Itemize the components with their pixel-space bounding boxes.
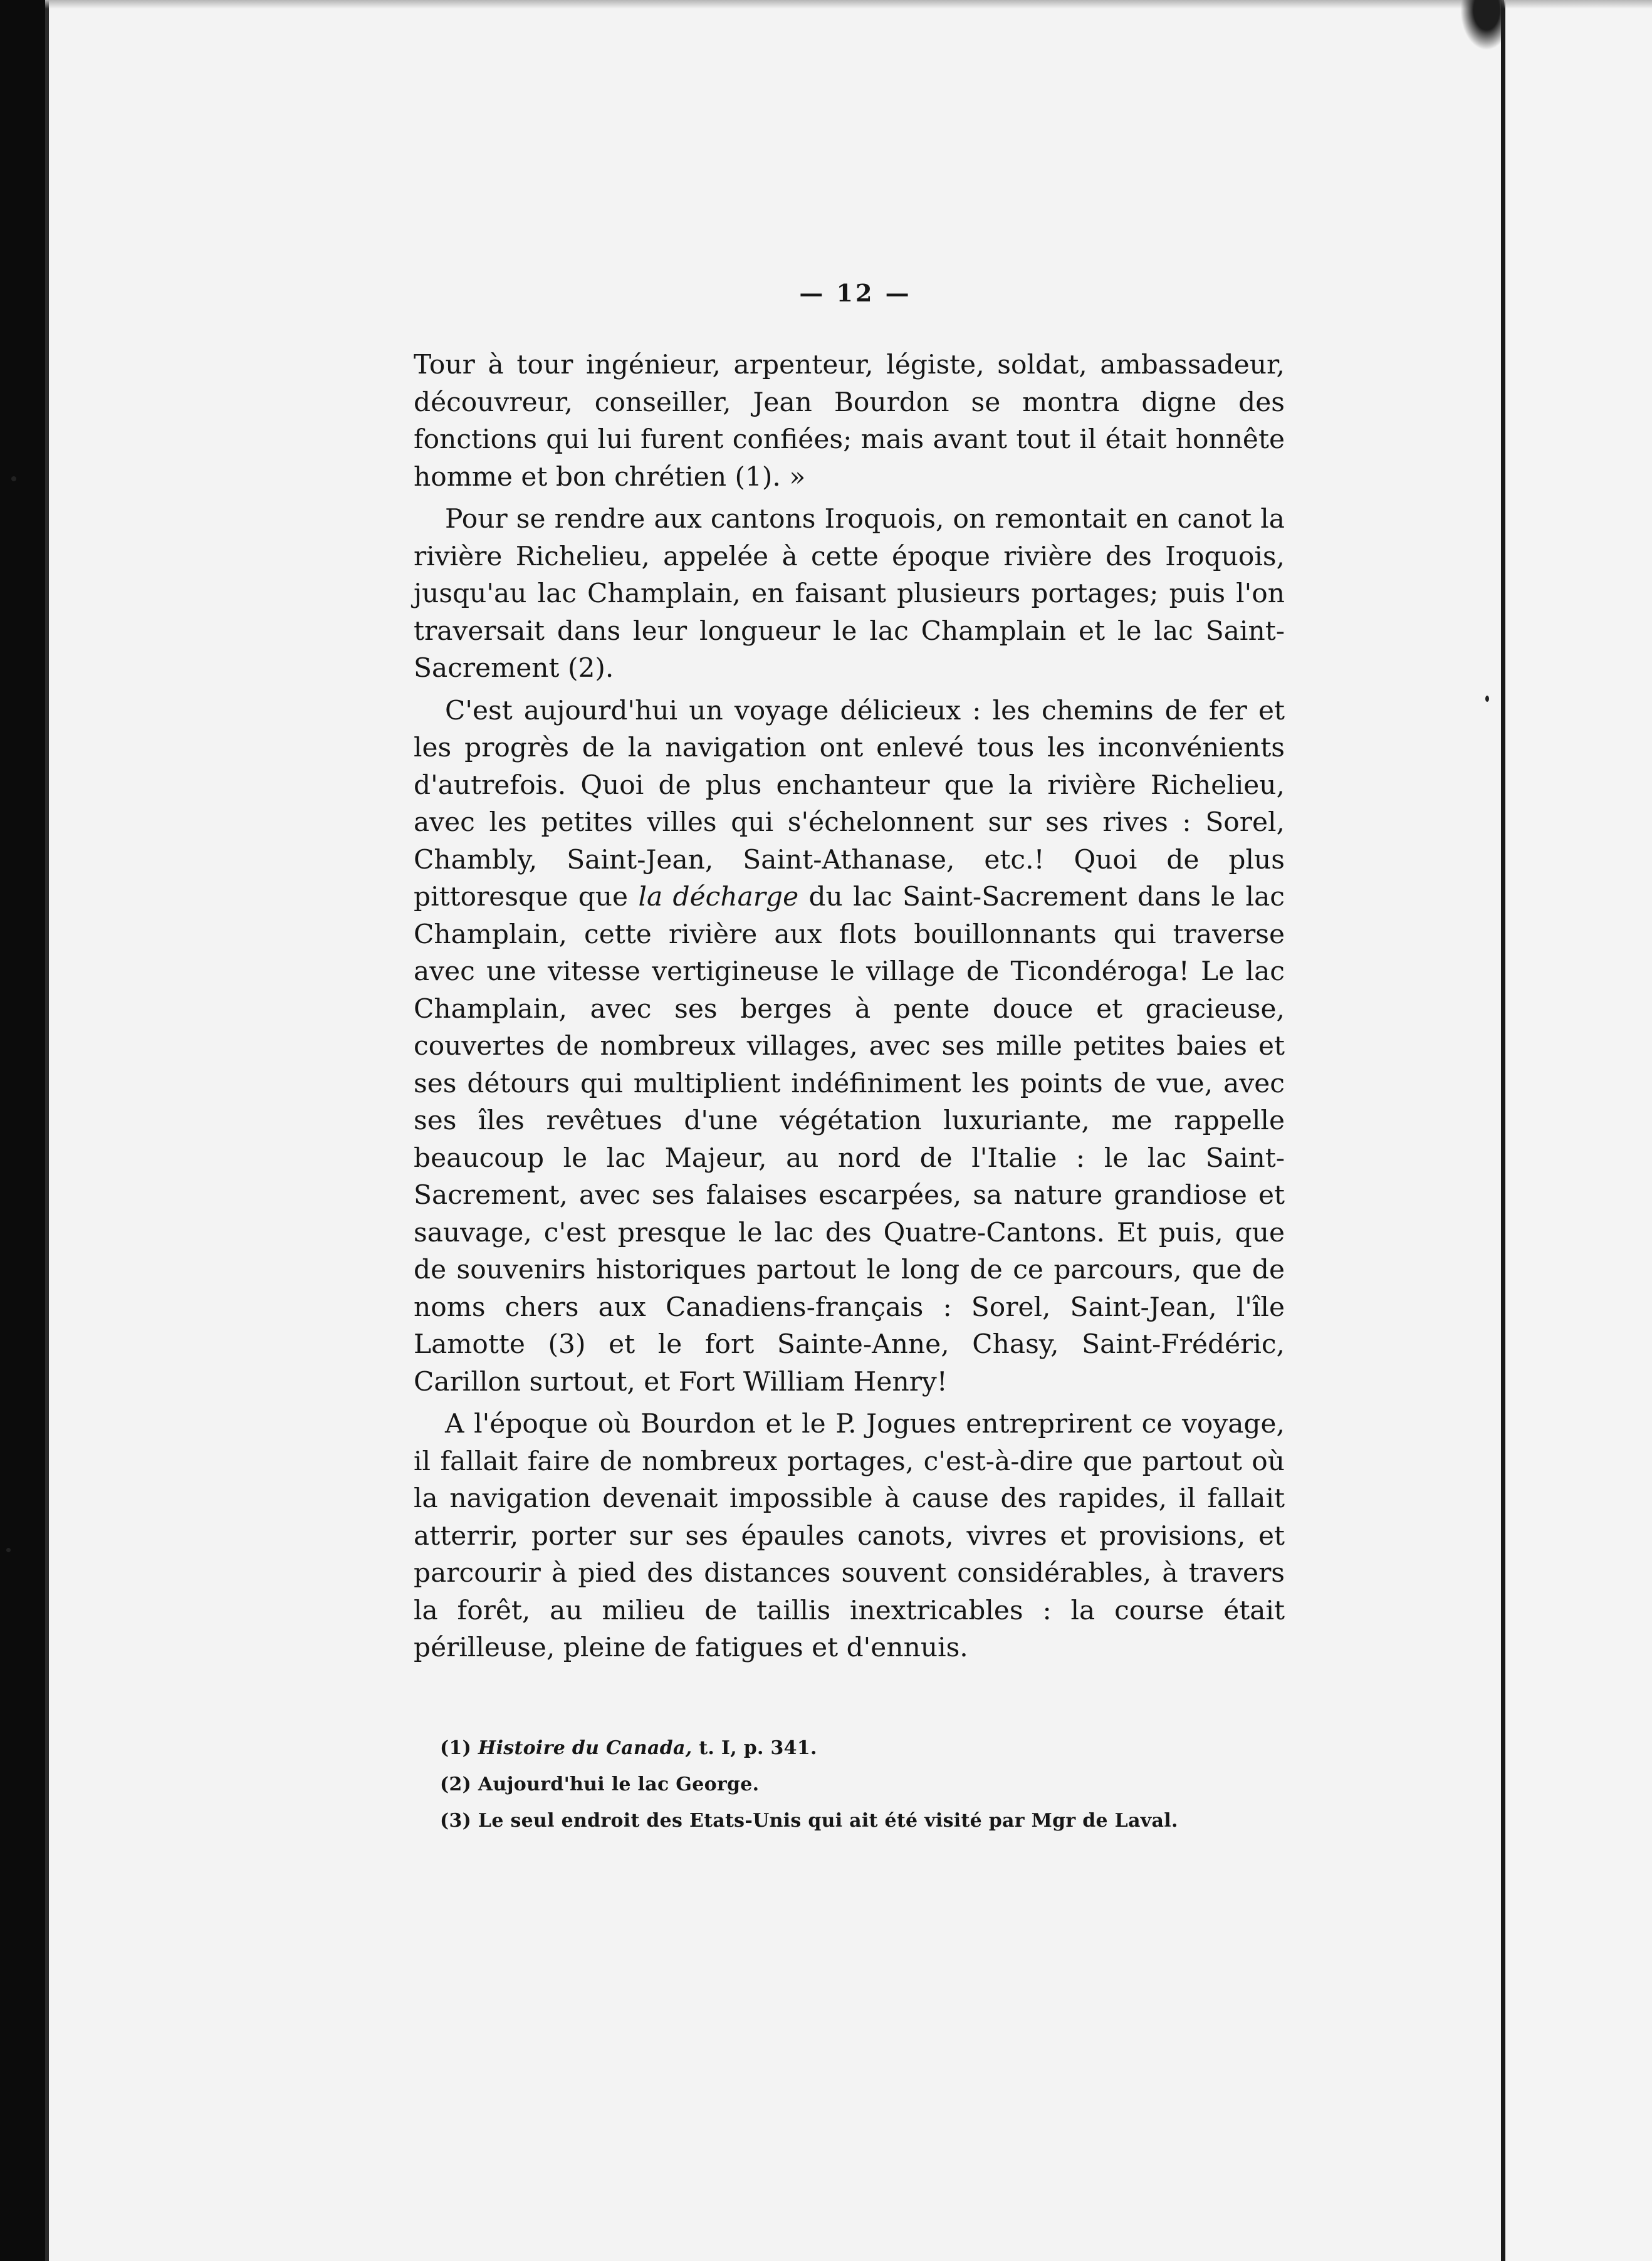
paragraph-2: Pour se rendre aux cantons Iroquois, on remontait en canot la rivière Richelieu, appelée à cette époque rivière des Iroquois, jusqu'au lac Champlain, en faisant plusieurs portages; puis l'on traversait dans leur longueur le lac Champlain et le lac Saint-Sacrement (2). [414,503,1285,683]
footnotes [414,1730,1285,1839]
footnote-2 [440,1767,1285,1803]
margin-speck [6,1548,11,1552]
footnote-3 [440,1803,1285,1839]
footnote-1-text: t. I, p. 341. [692,1736,817,1759]
page-number: — 12 — [799,279,912,307]
paragraph-4: A l'époque où Bourdon et le P. Jogues entreprirent ce voyage, il fallait faire de nombreux portages, c'est-à-dire que partout où la navigation devenait impossible à cause des rapides, il fallait atterrir, porter sur ses épaules canots, vivres et provisions, et parcourir à pied des distances souvent considérables, à travers la forêt, au milieu de taillis inextricables : la course était périlleuse, pleine de fatigues et d'ennuis. [414,1408,1285,1663]
paragraph-3 [414,692,1285,1401]
footnote-3-marker: (3) [440,1809,472,1832]
footnote-2-marker: (2) [440,1773,472,1795]
footnote-3-text: Le seul endroit des Etats-Unis qui ait été visité par Mgr de Laval. [478,1809,1178,1832]
paragraph-1: Tour à tour ingénieur, arpenteur, légiste, soldat, ambassadeur, découvreur, conseiller, Jean Bourdon se montra digne des fonctions qui lui furent confiées; mais avant tout il était honnête homme et bon chrétien (1). » [414,349,1285,492]
footnote-2-text: Aujourd'hui le lac George. [478,1773,760,1795]
paragraph-3-italic: la décharge [638,881,799,912]
margin-speck [1485,696,1489,702]
binding-fold-mark [1460,0,1504,50]
right-page-edge [1501,0,1652,2261]
page-top-shadow [45,0,1652,9]
margin-speck [11,476,16,481]
page-text-block [414,279,1285,1839]
footnote-1-title: Histoire du Canada, [478,1736,693,1759]
paragraph-3-text-after: du lac Saint-Sacrement dans le lac Champlain, cette rivière aux flots bouillonnants qui traverse avec une vitesse vertigineuse le village de Ticondéroga! Le lac Champlain, avec ses berges à pente douce et gracieuse, couvertes de nombreux villages, avec ses mille petites baies et ses détours qui multiplient indéfiniment les points de vue, avec ses îles revêtues d'une végétation luxuriante, me rappelle beaucoup le lac Majeur, au nord de l'Italie : le lac Saint-Sacrement, avec ses falaises escarpées, sa nature grandiose et sauvage, c'est presque le lac des Quatre-Cantons. Et puis, que de souvenirs historiques partout le long de ce parcours, que de noms chers aux Canadiens-français : Sorel, Saint-Jean, l'île Lamotte (3) et le fort Sainte-Anne, Chasy, Saint-Frédéric, Carillon surtout, et Fort William Henry! [414,881,1285,1397]
footnote-1-marker: (1) [440,1736,472,1759]
footnote-1 [440,1730,1285,1767]
paragraph-3-text-before: C'est aujourd'hui un voyage délicieux : les chemins de fer et les progrès de la navigation ont enlevé tous les inconvénients d'autrefois. Quoi de plus enchanteur que la rivière Richelieu, avec les petites villes qui s'échelonnent sur ses rives : Sorel, Chambly, Saint-Jean, Saint-Athanase, etc.! Quoi de plus pittoresque que [414,694,1285,912]
